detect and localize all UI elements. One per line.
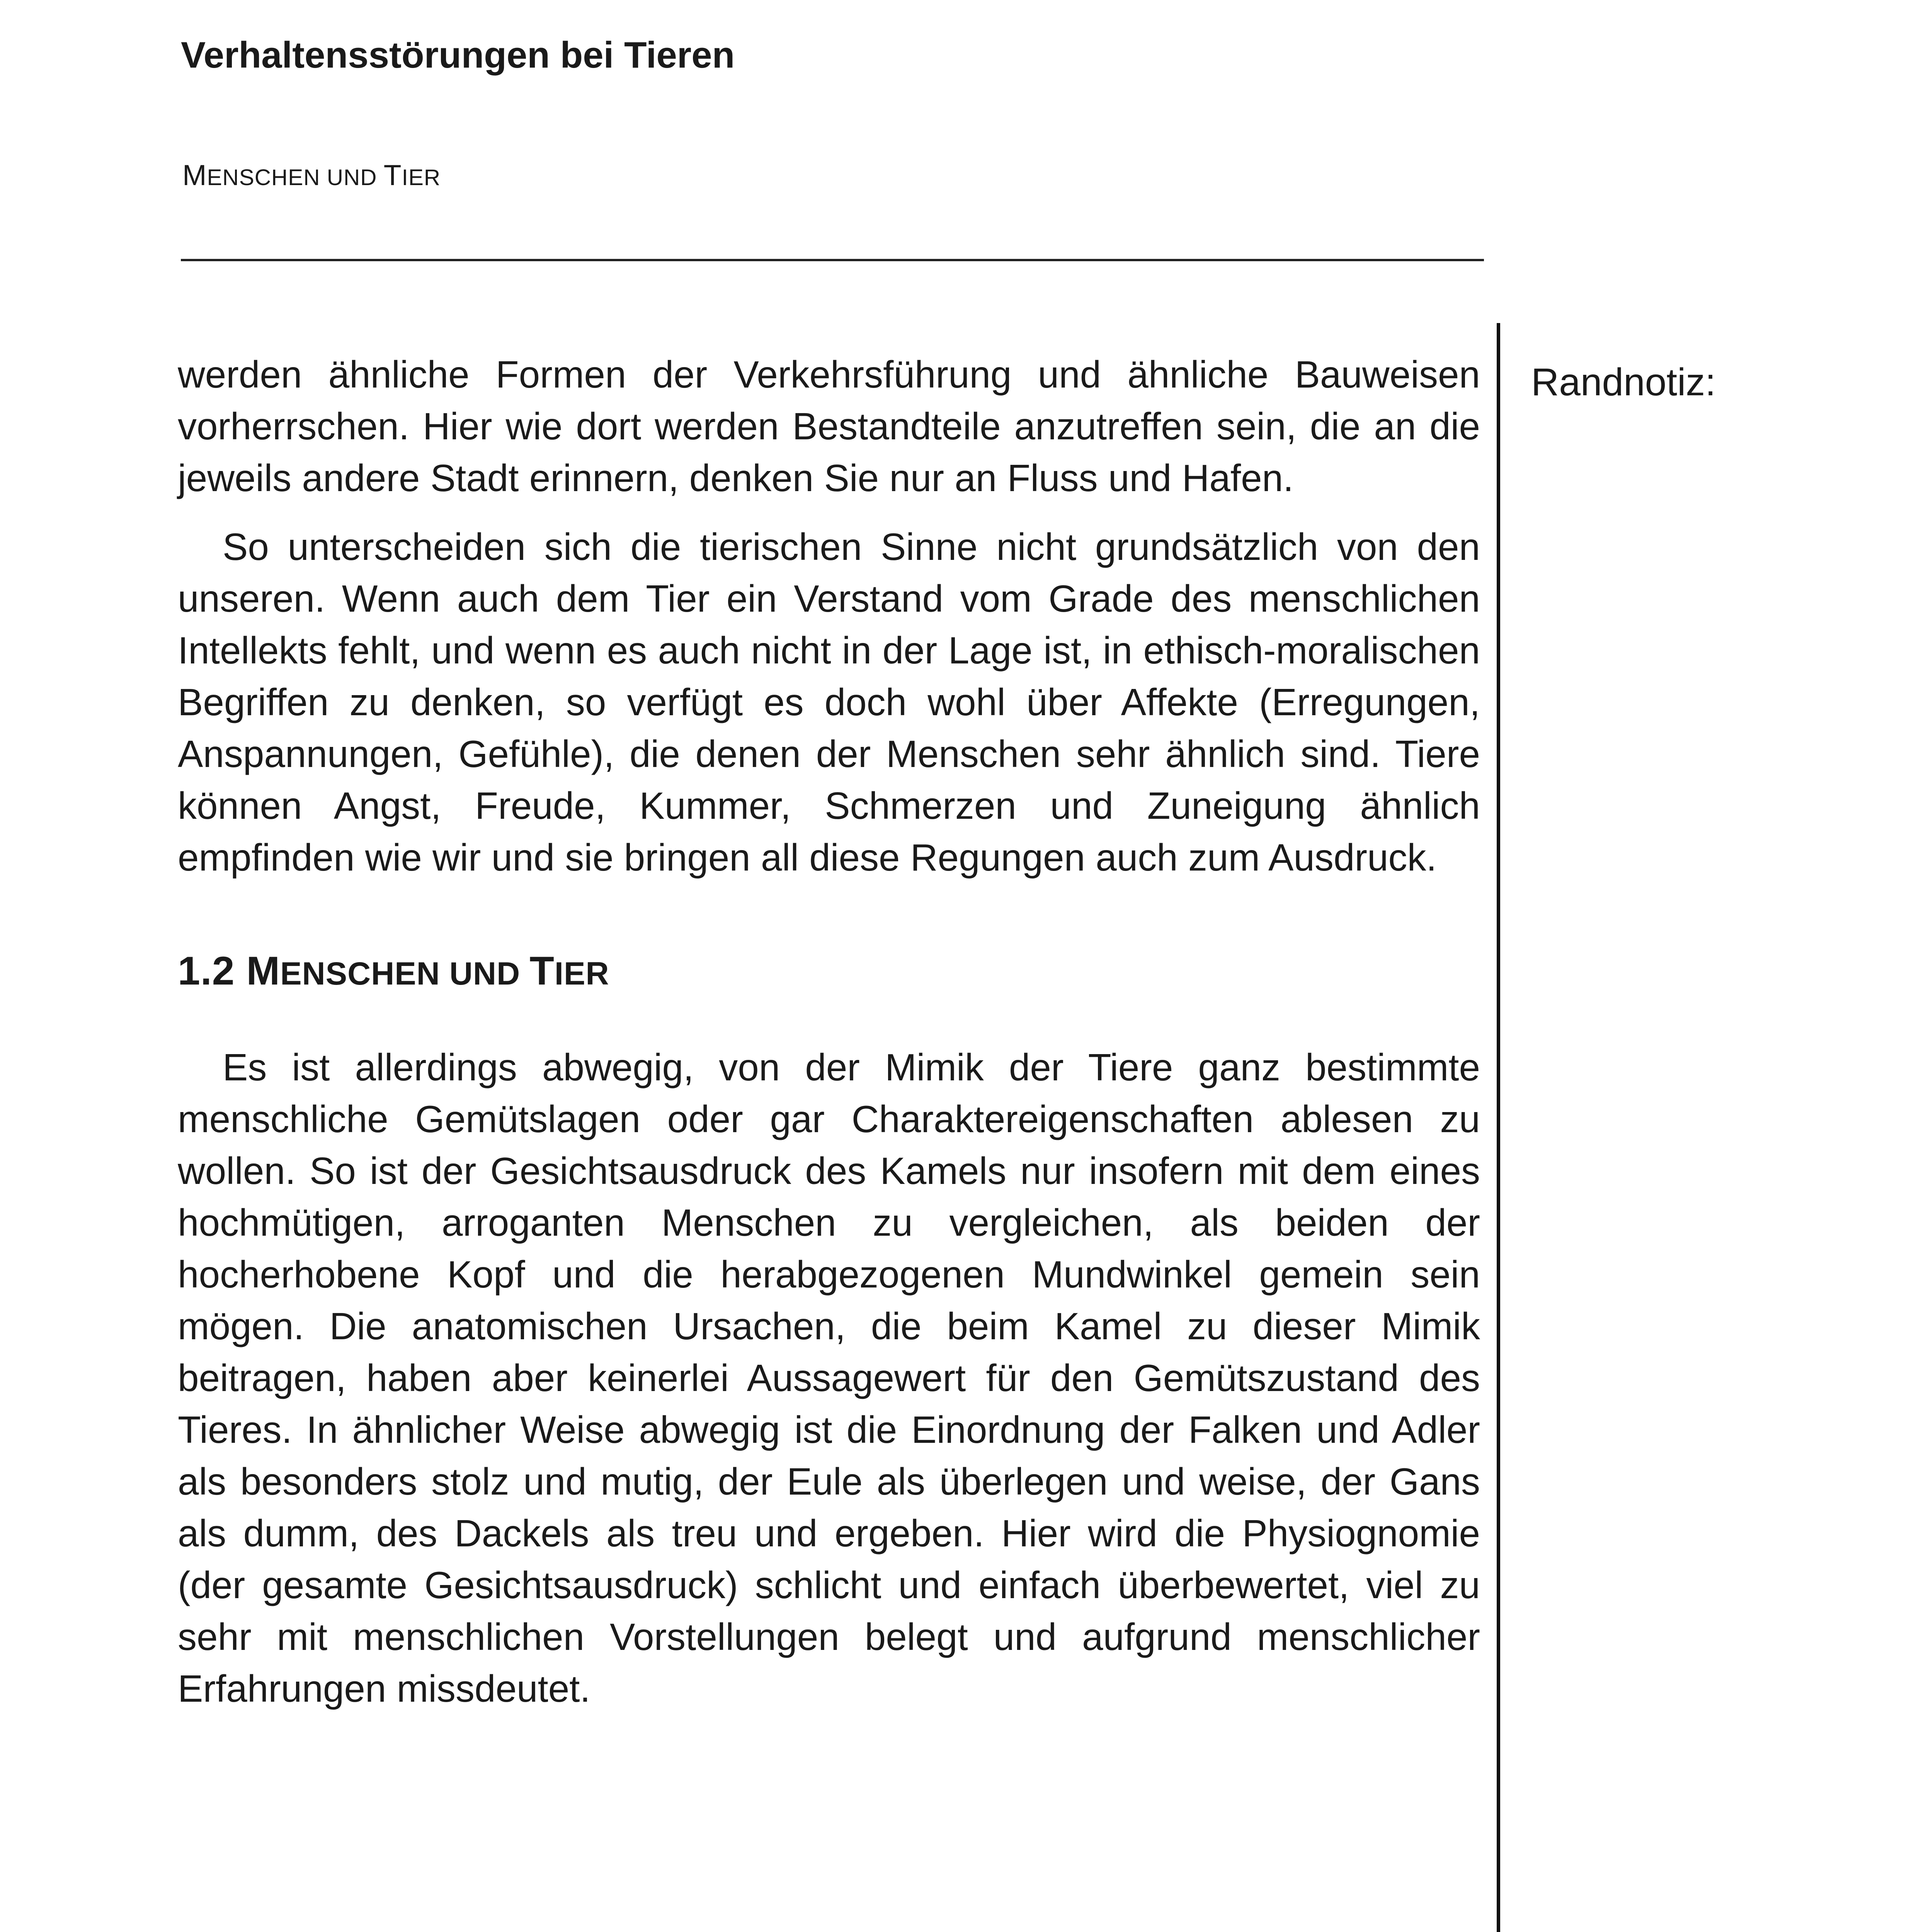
main-text-column [178, 349, 1480, 1714]
running-head-initial-m: M [182, 159, 207, 191]
section-small-caps-1: ENSCHEN UND [280, 956, 530, 992]
section-number: 1.2 [178, 949, 247, 993]
running-head-initial-t: T [383, 159, 402, 191]
section-heading [178, 945, 1480, 1000]
section-small-caps-2: IER [554, 956, 609, 992]
body-paragraph-1: werden ähnliche Formen der Verkehrsführung und ähnliche Bauweisen vorherrschen. Hier wie dort werden Bestandteile anzutreffen sein, die an die jeweils andere Stadt erinnern, denken Sie nur an Fluss und Hafen. [178, 353, 1480, 499]
section-initial-t: T [529, 949, 555, 993]
body-paragraph-2: So unterscheiden sich die tierischen Sinne nicht grundsätzlich von den unseren. Wenn auch dem Tier ein Verstand vom Grade des menschlichen Intellekts fehlt, und wenn es auch nicht in der Lage ist, in ethisch-moralischen Begriffen zu denken, so verfügt es doch wohl über Affekte (Erregungen, Anspannungen, Gefühle), die denen der Menschen sehr ähnlich sind. Tiere können Angst, Freude, Kummer, Schmerzen und Zuneigung ähnlich empfinden wie wir und sie bringen all diese Regungen auch zum Ausdruck. [178, 526, 1480, 879]
header-divider [181, 259, 1484, 261]
running-head [182, 158, 441, 192]
document-title: Verhaltensstörungen bei Tieren [181, 34, 735, 76]
section-initial-m: M [246, 949, 281, 993]
body-paragraph-3: Es ist allerdings abwegig, von der Mimik der Tiere ganz bestimmte menschliche Gemütslagen oder gar Charaktereigenschaften ablesen zu wollen. So ist der Gesichtsausdruck des Kamels nur insofern mit dem eines hochmütigen, arroganten Menschen zu vergleichen, als beiden der hocherhobene Kopf und die herabgezogenen Mundwinkel gemein sein mögen. Die anatomischen Ursachen, die beim Kamel zu dieser Mimik beitragen, haben aber keinerlei Aussagewert für den Gemütszustand des Tieres. In ähnlicher Weise abwegig ist die Einordnung der Falken und Adler als besonders stolz und mutig, der Eule als überlegen und weise, der Gans als dumm, des Dackels als treu und ergeben. Hier wird die Physiognomie (der gesamte Gesichtsausdruck) schlicht und einfach überbewertet, viel zu sehr mit menschlichen Vorstellungen belegt und aufgrund menschlicher Erfahrungen missdeutet. [178, 1046, 1480, 1710]
running-head-small-caps-2: IER [402, 165, 441, 190]
running-head-small-caps-1: ENSCHEN UND [207, 165, 384, 190]
margin-divider [1497, 323, 1500, 1932]
margin-note-label: Randnotiz: [1531, 361, 1716, 404]
